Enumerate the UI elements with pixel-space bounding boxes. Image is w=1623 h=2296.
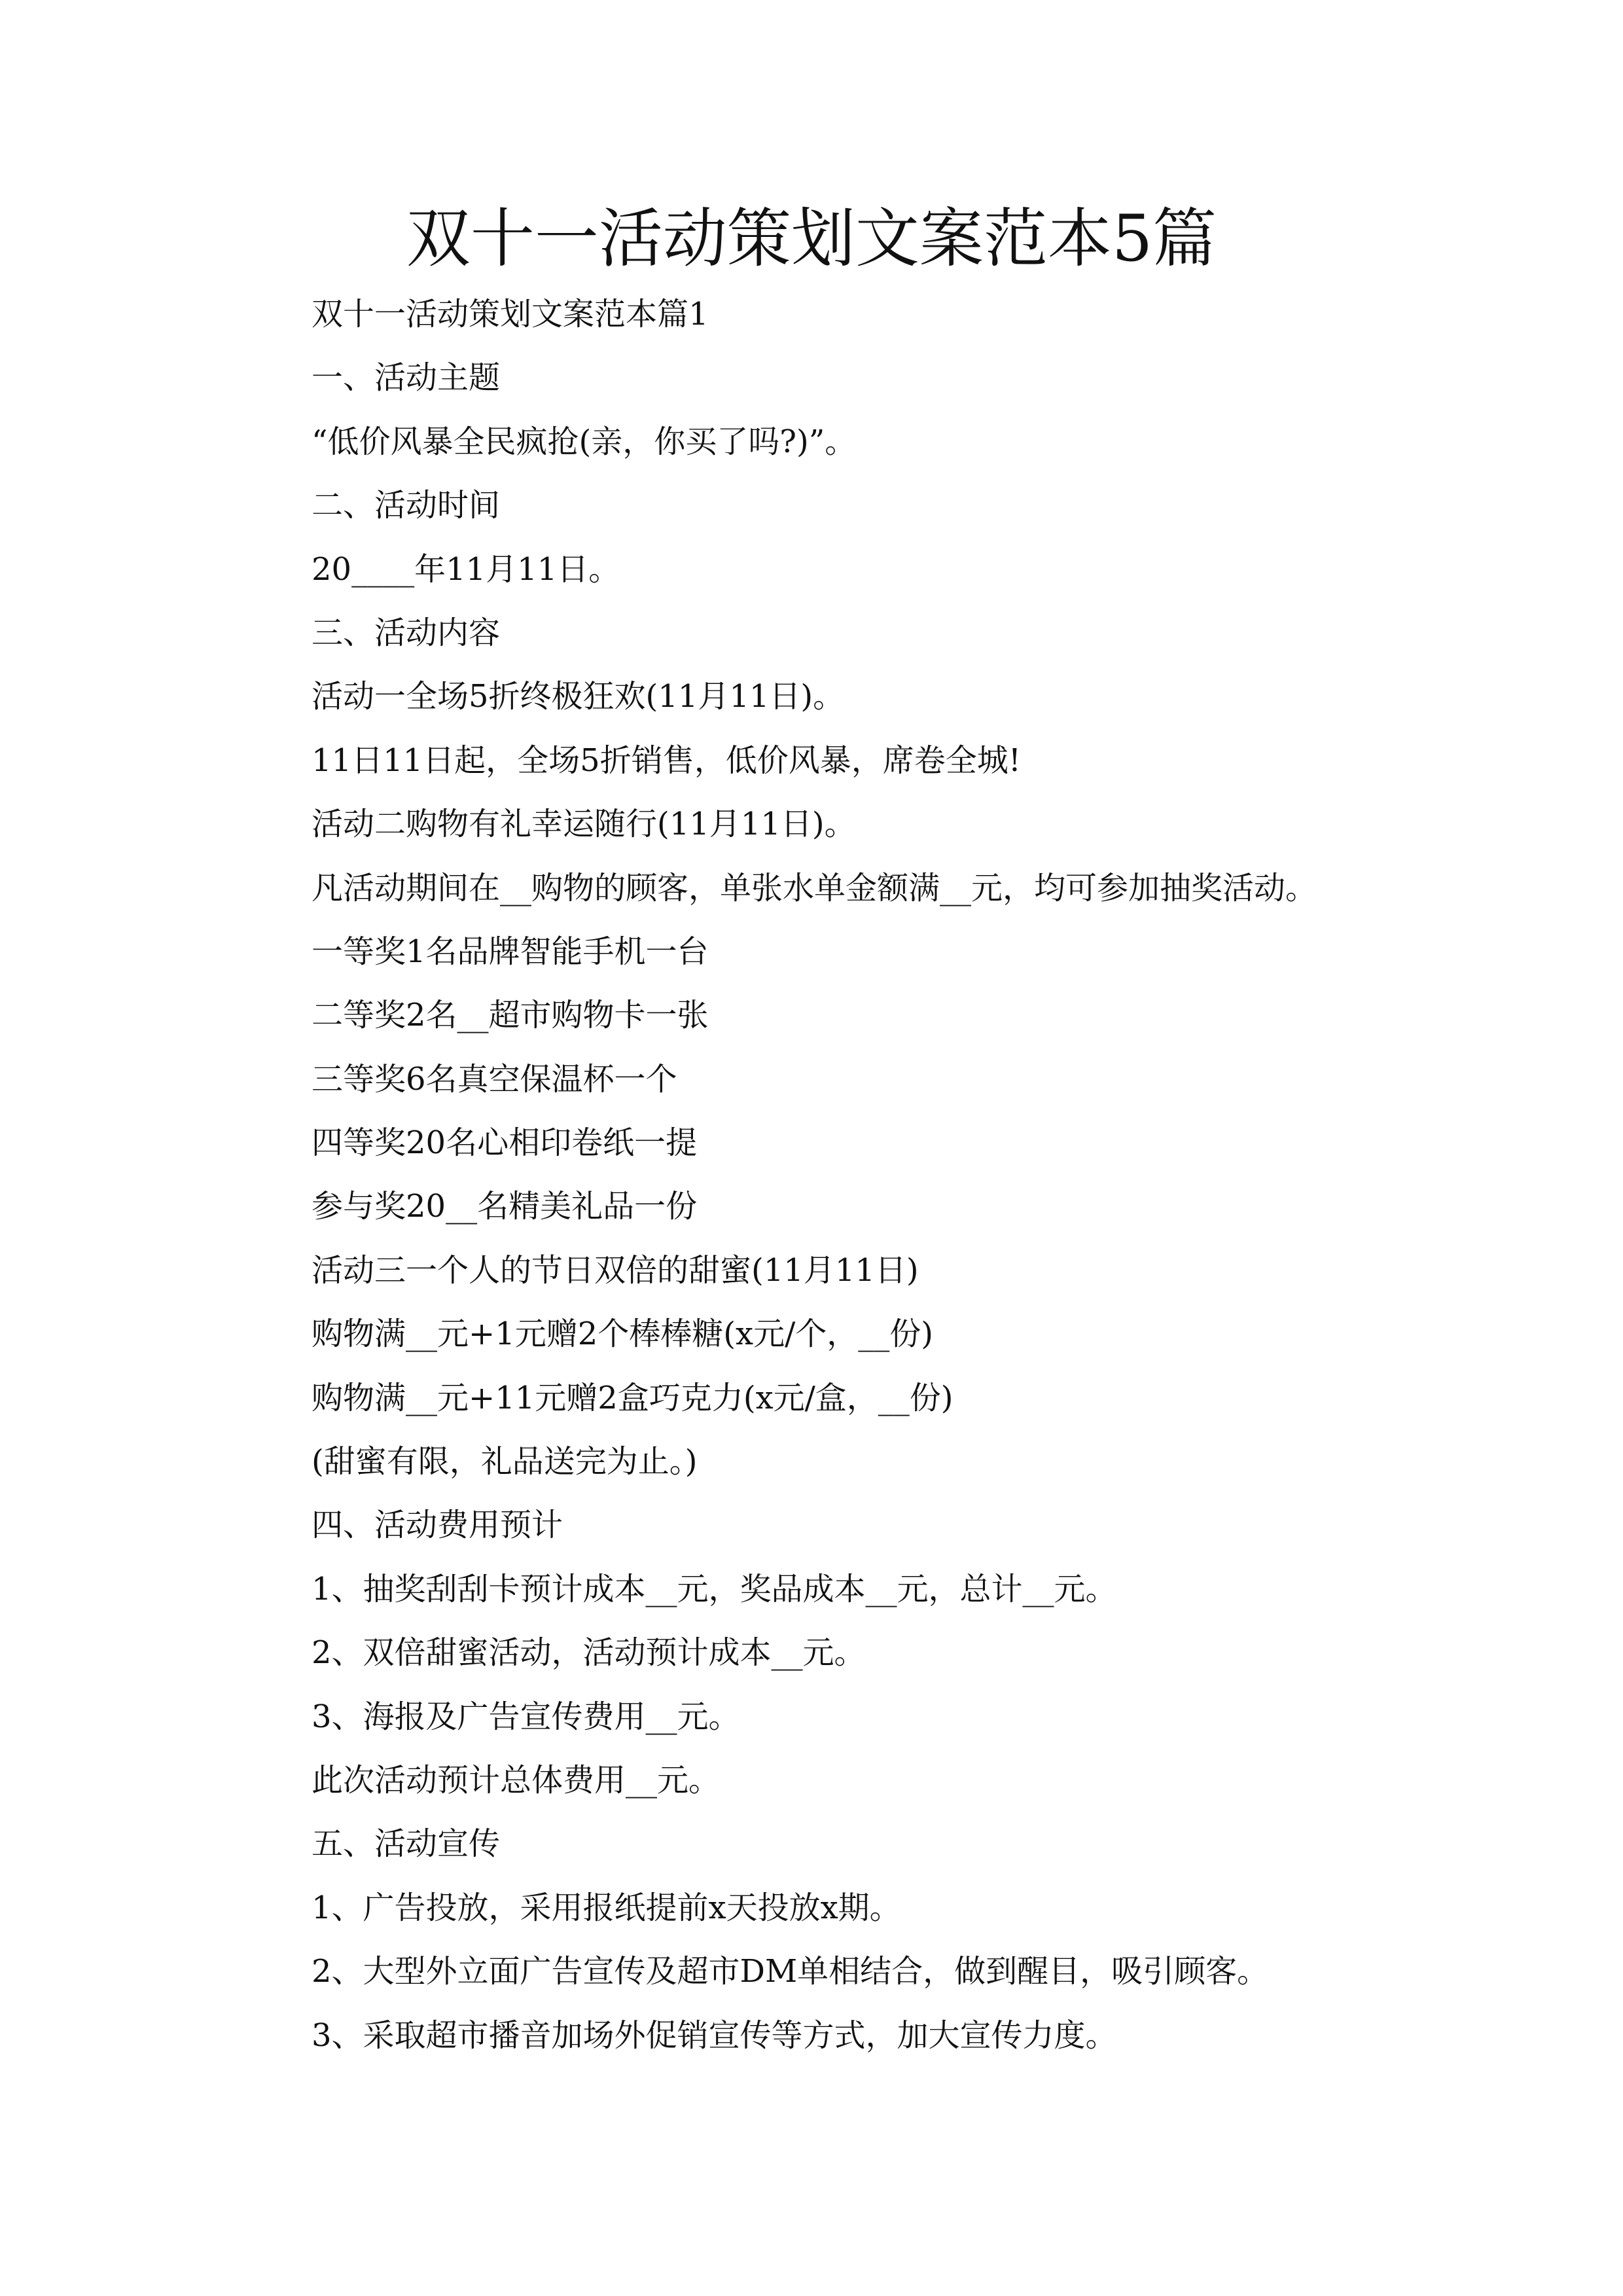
paragraph-line: 二等奖2名__超市购物卡一张 <box>312 997 709 1034</box>
paragraph-line: 三、活动内容 <box>312 614 501 651</box>
paragraph-line: 一等奖1名品牌智能手机一台 <box>312 933 709 970</box>
paragraph-line: 2、大型外立面广告宣传及超市DM单相结合，做到醒目，吸引顾客。 <box>312 1953 1269 1990</box>
paragraph-line: 二、活动时间 <box>312 487 501 524</box>
paragraph-line: 四、活动费用预计 <box>312 1507 563 1544</box>
paragraph-line: 活动一全场5折终极狂欢(11月11日)。 <box>312 678 845 715</box>
paragraph-line: 1、抽奖刮刮卡预计成本__元，奖品成本__元，总计__元。 <box>312 1570 1117 1607</box>
paragraph-line: 活动二购物有礼幸运随行(11月11日)。 <box>312 806 856 843</box>
paragraph-line: 购物满__元+11元赠2盒巧克力(x元/盒，__份) <box>312 1379 954 1416</box>
paragraph-line: “低价风暴全民疯抢(亲，你买了吗?)”。 <box>312 423 857 460</box>
paragraph-line: 四等奖20名心相印卷纸一提 <box>312 1124 698 1162</box>
paragraph-line: 五、活动宣传 <box>312 1825 501 1863</box>
paragraph-line: 3、海报及广告宣传费用__元。 <box>312 1698 740 1735</box>
paragraph-line: 一、活动主题 <box>312 359 501 397</box>
document-body <box>312 283 1489 2068</box>
paragraph-line: 3、采取超市播音加场外促销宣传等方式，加大宣传力度。 <box>312 2017 1117 2054</box>
paragraph-line: 此次活动预计总体费用__元。 <box>312 1761 721 1799</box>
paragraph-line: 购物满__元+1元赠2个棒棒糖(x元/个，__份) <box>312 1316 933 1353</box>
paragraph-line: 11日11日起，全场5折销售，低价风暴，席卷全城! <box>312 742 1021 779</box>
paragraph-line: 参与奖20__名精美礼品一份 <box>312 1188 698 1225</box>
document-title: 双十一活动策划文案范本5篇 <box>406 202 1217 276</box>
paragraph-line: 三等奖6名真空保温杯一个 <box>312 1060 677 1098</box>
paragraph-line: 20____年11月11日。 <box>312 550 620 588</box>
paragraph-line: 凡活动期间在__购物的顾客，单张水单金额满__元，均可参加抽奖活动。 <box>312 869 1317 906</box>
paragraph-line: (甜蜜有限，礼品送完为止。) <box>312 1443 698 1480</box>
paragraph-line: 1、广告投放，采用报纸提前x天投放x期。 <box>312 1889 901 1926</box>
paragraph-line: 活动三一个人的节日双倍的甜蜜(11月11日) <box>312 1251 919 1289</box>
paragraph-line: 2、双倍甜蜜活动，活动预计成本__元。 <box>312 1634 866 1672</box>
paragraph-line: 双十一活动策划文案范本篇1 <box>312 296 709 332</box>
